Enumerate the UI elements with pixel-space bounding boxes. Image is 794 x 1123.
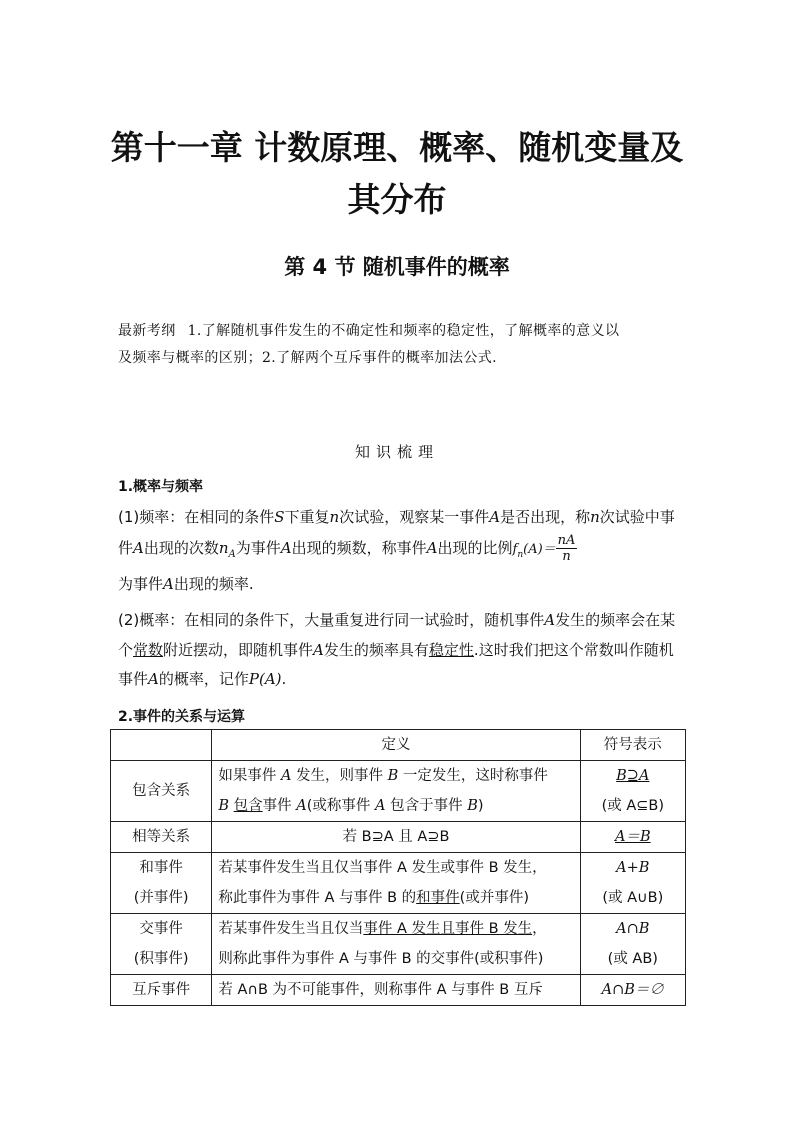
func-f-sub: n bbox=[517, 549, 524, 560]
text: ， bbox=[532, 921, 547, 937]
text: 则称此事件为事件 A 与事件 B 的交事件(或积事件) bbox=[218, 951, 544, 967]
text: 一定发生，这时称事件 bbox=[398, 768, 548, 784]
sec2-heading: 2.事件的关系与运算 bbox=[118, 709, 246, 725]
var-A: A bbox=[163, 575, 174, 593]
table-row bbox=[111, 914, 686, 975]
var-A: A bbox=[313, 640, 324, 659]
row-symbol bbox=[580, 761, 685, 822]
var-P: P(A) bbox=[248, 670, 282, 688]
text: 称此事件为事件 A 与事件 B 的 bbox=[218, 890, 417, 906]
row-symbol bbox=[580, 975, 685, 1006]
text: (1)频率：在相同的条件 bbox=[118, 508, 275, 526]
row-symbol bbox=[580, 914, 685, 975]
text: 发生的频率会在某个 bbox=[118, 611, 676, 659]
func-f: f bbox=[512, 541, 518, 557]
var-B: B bbox=[387, 768, 399, 784]
row-name bbox=[111, 914, 212, 975]
var-n: n bbox=[329, 508, 340, 526]
text: (2)概率：在相同的条件下，大量重复进行同一试验时，随机事件 bbox=[118, 611, 545, 629]
header-cell: 符号表示 bbox=[580, 730, 685, 761]
syllabus-line1 bbox=[118, 318, 678, 345]
symbol-text: A+B bbox=[616, 860, 650, 876]
text: 附近摆动，即随机事件 bbox=[163, 640, 314, 659]
text: 和事件 bbox=[139, 860, 183, 876]
var-A: A bbox=[489, 508, 501, 526]
symbol-text: A∩B bbox=[616, 921, 650, 937]
event-relations-table bbox=[110, 729, 686, 1006]
text: 出现的比例 bbox=[437, 538, 513, 557]
underlined-term: 稳定性 bbox=[428, 640, 474, 659]
text: 下重复 bbox=[284, 508, 330, 526]
header-cell bbox=[111, 730, 212, 761]
syllabus-text-1: 1.了解随机事件发生的不确定性和频率的稳定性，了解概率的意义以 bbox=[187, 323, 620, 339]
sec1-heading: 1.概率与频率 bbox=[118, 479, 204, 495]
row-definition bbox=[212, 914, 580, 975]
underlined-term: 事件 A 发生且事件 B 发生 bbox=[363, 921, 533, 937]
func-f-arg: (A)＝ bbox=[523, 541, 556, 557]
fraction bbox=[556, 533, 578, 564]
var-A: A bbox=[280, 768, 292, 784]
text: (并事件) bbox=[133, 890, 189, 906]
text: 如果事件 bbox=[218, 768, 281, 784]
symbol-text: B⊇A bbox=[616, 768, 650, 784]
row-symbol bbox=[580, 853, 685, 914]
chapter-title-line2: 其分布 bbox=[347, 180, 447, 219]
underlined-term: 和事件 bbox=[416, 890, 460, 906]
table-row bbox=[111, 761, 686, 822]
table-row bbox=[111, 975, 686, 1006]
section-title: 第 4 节 随机事件的概率 bbox=[284, 255, 510, 279]
var-A: A bbox=[426, 538, 438, 557]
var-nA: n bbox=[218, 538, 229, 557]
underlined-term: 包含 bbox=[233, 798, 263, 814]
text: 事件 bbox=[262, 798, 297, 814]
text: 为事件 bbox=[235, 538, 281, 557]
text: 包含于事件 bbox=[385, 798, 468, 814]
text: 出现的频数，称事件 bbox=[291, 538, 427, 557]
table-row bbox=[111, 822, 686, 853]
table-header-row bbox=[111, 730, 686, 761]
var-A: A bbox=[280, 538, 292, 557]
var-n: n bbox=[590, 508, 600, 526]
table-row bbox=[111, 853, 686, 914]
text: 发生的频率具有 bbox=[323, 640, 429, 659]
text: 次试验，观察某一事件 bbox=[339, 508, 490, 526]
text: 出现的频率. bbox=[173, 575, 254, 593]
text: ) bbox=[477, 798, 484, 814]
symbol-text: A＝B bbox=[614, 829, 651, 845]
text: . bbox=[281, 670, 287, 688]
var-A: A bbox=[544, 611, 556, 629]
syllabus-block bbox=[118, 318, 678, 372]
text: 的概率，记作 bbox=[158, 670, 249, 688]
var-B: B bbox=[467, 798, 478, 814]
text: 次试验中事件 bbox=[118, 508, 675, 557]
row-definition bbox=[212, 853, 580, 914]
symbol-text: A∩B＝∅ bbox=[601, 982, 664, 998]
row-definition bbox=[212, 761, 580, 822]
syllabus-text-2: 及频率与概率的区别；2.了解两个互斥事件的概率加法公式. bbox=[118, 350, 498, 366]
header-cell: 定义 bbox=[212, 730, 580, 761]
text: .这时我们把这个常数叫作随机事件 bbox=[118, 640, 674, 688]
row-name bbox=[111, 853, 212, 914]
row-name: 相等关系 bbox=[111, 822, 212, 853]
var-A: A bbox=[296, 798, 307, 814]
text: 出现的次数 bbox=[143, 538, 219, 557]
underlined-term: 常数 bbox=[133, 640, 164, 659]
var-B: B bbox=[218, 798, 229, 814]
var-A: A bbox=[148, 670, 159, 688]
text: (积事件) bbox=[133, 951, 189, 967]
probability-paragraph bbox=[118, 606, 680, 695]
syllabus-label: 最新考纲 bbox=[118, 323, 176, 339]
text: (或并事件) bbox=[459, 890, 529, 906]
text: 若某事件发生当且仅当 bbox=[218, 921, 364, 937]
var-A: A bbox=[133, 538, 144, 557]
symbol-text: (或 A∪B) bbox=[602, 890, 664, 906]
text: 为事件 bbox=[118, 575, 164, 593]
symbol-text: (或 A⊆B) bbox=[601, 798, 665, 814]
text: 发生，则事件 bbox=[291, 768, 388, 784]
text: 若某事件发生当且仅当事件 A 发生或事件 B 发生， bbox=[218, 860, 547, 876]
row-name: 包含关系 bbox=[111, 761, 212, 822]
chapter-title bbox=[100, 122, 694, 226]
fraction-numerator: nA bbox=[557, 532, 576, 548]
var-nA-sub: A bbox=[228, 548, 236, 560]
text: 交事件 bbox=[139, 921, 183, 937]
row-symbol bbox=[580, 822, 685, 853]
knowledge-heading: 知识梳理 bbox=[354, 443, 439, 461]
text: (或称事件 bbox=[306, 798, 375, 814]
chapter-title-line1: 第十一章 计数原理、概率、随机变量及 bbox=[110, 128, 684, 167]
symbol-text: (或 AB) bbox=[607, 951, 658, 967]
var-S: S bbox=[274, 508, 285, 526]
row-definition: 若 A∩B 为不可能事件，则称事件 A 与事件 B 互斥 bbox=[212, 975, 580, 1006]
row-name: 互斥事件 bbox=[111, 975, 212, 1006]
row-definition: 若 B⊇A 且 A⊇B bbox=[212, 822, 580, 853]
frequency-paragraph bbox=[118, 503, 680, 600]
var-A: A bbox=[374, 798, 386, 814]
fraction-denominator: n bbox=[562, 548, 571, 564]
text: 是否出现，称 bbox=[500, 508, 591, 526]
